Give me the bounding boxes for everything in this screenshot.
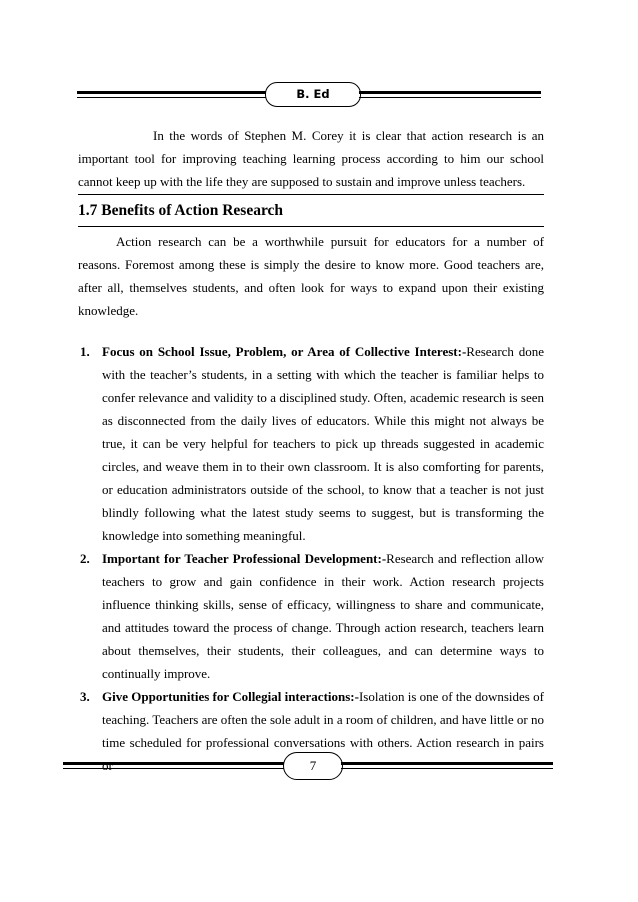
intro-section <box>78 124 544 193</box>
section-heading: 1.7 Benefits of Action Research <box>78 202 284 219</box>
list-item-number: 1. <box>80 344 90 359</box>
header-rule-left <box>77 91 267 98</box>
page-footer <box>63 752 553 782</box>
list-item <box>78 547 544 685</box>
benefits-list <box>78 340 544 777</box>
header-course-label: B. Ed <box>265 82 361 107</box>
intro-paragraph: In the words of Stephen M. Corey it is clear that action research is an important tool for improving teaching learning process according to him our school cannot keep up with the life they are supposed to sustain and improve unless teachers. <box>78 128 544 189</box>
list-item-title: Give Opportunities for Collegial interactions:- <box>102 689 359 704</box>
list-item-text: Isolation is one of the downsides of teaching. Teachers are often the sole adult in a room of children, and have little or no time scheduled for professional conversations with others. Action research in pairs or <box>102 689 544 773</box>
list-item-title: Important for Teacher Professional Development:- <box>102 551 387 566</box>
footer-rule-right <box>341 762 553 769</box>
separator-top <box>78 194 544 195</box>
list-item-text: Research done with the teacher’s students, in a setting with which the teacher is familiar helps to confer relevance and validity to a disciplined study. Often, academic research is seen as disconnected from the daily lives of educators. While this might not always be true, it can be very helpful for teachers to pick up threads suggested in academic circles, and weave them in to their own classroom. It is also comforting for parents, or education administrators outside of the school, to know that a teacher is not just blindly following what the latest study seems to suggest, but is transforming the knowledge into something meaningful. <box>102 344 544 543</box>
header-rule-right <box>359 91 541 98</box>
list-item-number: 3. <box>80 689 90 704</box>
list-item-text: Research and reflection allow teachers to grow and gain confidence in their work. Action research projects influence thinking skills, sense of efficacy, willingness to share and communicate, and attitudes toward the process of change. Through action research, teachers learn about themselves, their students, their colleagues, and can determine ways to continually improve. <box>102 551 544 681</box>
page-header <box>77 82 541 108</box>
list-item-title: Focus on School Issue, Problem, or Area of Collective Interest:- <box>102 344 467 359</box>
list-item-number: 2. <box>80 551 90 566</box>
benefits-section <box>78 230 544 322</box>
benefits-paragraph: Action research can be a worthwhile pursuit for educators for a number of reasons. Foremost among these is simply the desire to know more. Good teachers are, after all, themselves students, and often look for ways to expand upon their existing knowledge. <box>78 234 544 318</box>
list-item <box>78 340 544 547</box>
page-number: 7 <box>283 752 343 780</box>
separator-heading <box>78 226 544 227</box>
footer-rule-left <box>63 762 285 769</box>
